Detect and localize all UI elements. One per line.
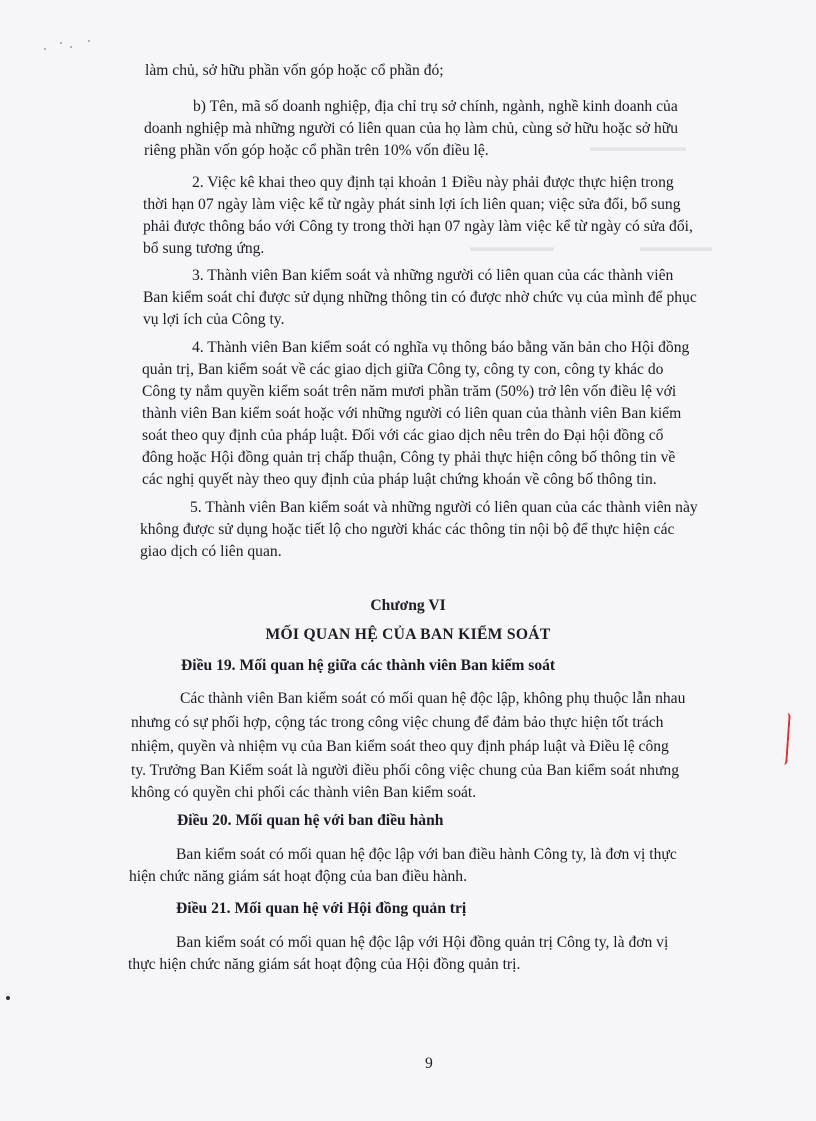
paragraph-line: 3. Thành viên Ban kiểm soát và những người có liên quan của các thành viên [192, 267, 674, 284]
scan-speck [70, 46, 72, 48]
article-heading: Điều 21. Mối quan hệ với Hội đồng quản trị [176, 900, 467, 917]
paragraph-line: làm chủ, sở hữu phần vốn góp hoặc cổ phần đó; [145, 62, 444, 79]
bleed-through-mark: ▬▬▬▬▬▬▬▬ [590, 140, 686, 154]
paragraph-line: Các thành viên Ban kiểm soát có mối quan hệ độc lập, không phụ thuộc lẫn nhau [180, 690, 686, 707]
scan-dot [6, 996, 10, 1000]
paragraph-line: 4. Thành viên Ban kiểm soát có nghĩa vụ thông báo bằng văn bản cho Hội đồng [192, 339, 690, 356]
paragraph-line: soát theo quy định của pháp luật. Đối với các giao dịch nêu trên do Đại hội đồng cổ [142, 427, 664, 444]
paragraph-line: nhiệm, quyền và nhiệm vụ của Ban kiểm soát theo quy định pháp luật và Điều lệ công [131, 738, 669, 755]
chapter-title: MỐI QUAN HỆ CỦA BAN KIỂM SOÁT [265, 626, 551, 643]
paragraph-line: đông hoặc Hội đồng quản trị chấp thuận, Công ty phải thực hiện công bố thông tin về [142, 449, 676, 466]
paragraph-line: 2. Việc kê khai theo quy định tại khoản 1 Điều này phải được thực hiện trong [192, 174, 674, 191]
paragraph-line: b) Tên, mã số doanh nghiệp, địa chỉ trụ sở chính, ngành, nghề kinh doanh của [193, 98, 678, 115]
paragraph-line: ty. Trưởng Ban Kiểm soát là người điều phối công việc chung của Ban kiểm soát nhưng [131, 762, 679, 779]
pen-mark [783, 713, 791, 765]
paragraph-line: Ban kiểm soát chỉ được sử dụng những thông tin có được nhờ chức vụ của mình để phục [143, 289, 697, 306]
article-heading: Điều 20. Mối quan hệ với ban điều hành [177, 812, 444, 829]
paragraph-line: vụ lợi ích của Công ty. [143, 311, 285, 328]
paragraph-line: hiện chức năng giám sát hoạt động của ban điều hành. [129, 868, 467, 885]
paragraph-line: riêng phần vốn góp hoặc cổ phần trên 10% vốn điều lệ. [144, 142, 489, 159]
scan-speck [88, 40, 90, 42]
article-heading: Điều 19. Mối quan hệ giữa các thành viên Ban kiểm soát [181, 657, 556, 674]
bleed-through-mark: ▬▬▬▬▬▬▬ [470, 240, 554, 254]
paragraph-line: không được sử dụng hoặc tiết lộ cho người khác các thông tin nội bộ để thực hiện các [140, 521, 675, 538]
paragraph-line: thành viên Ban kiểm soát hoặc với những người có liên quan của thành viên Ban kiểm [142, 405, 682, 422]
paragraph-line: Ban kiểm soát có mối quan hệ độc lập với ban điều hành Công ty, là đơn vị thực [176, 846, 677, 863]
paragraph-line: bổ sung tương ứng. [143, 240, 265, 257]
paragraph-line: thời hạn 07 ngày làm việc kể từ ngày phát sinh lợi ích liên quan; việc sửa đổi, bổ sung [143, 196, 681, 213]
paragraph-line: Ban kiểm soát có mối quan hệ độc lập với Hội đồng quản trị Công ty, là đơn vị [176, 934, 669, 951]
paragraph-line: nhưng có sự phối hợp, cộng tác trong công việc chung để đảm bảo thực hiện tốt trách [131, 714, 664, 731]
paragraph-line: thực hiện chức năng giám sát hoạt động của Hội đồng quản trị. [128, 956, 521, 973]
chapter-label: Chương VI [370, 597, 446, 614]
scan-speck [60, 42, 62, 44]
bleed-through-mark: ▬▬▬▬▬▬ [640, 240, 712, 254]
paragraph-line: không có quyền chi phối các thành viên Ban kiểm soát. [131, 784, 477, 801]
paragraph-line: quản trị, Ban kiểm soát về các giao dịch giữa Công ty, công ty con, công ty khác do [142, 361, 664, 378]
paragraph-line: giao dịch có liên quan. [140, 543, 282, 560]
paragraph-line: doanh nghiệp mà những người có liên quan của họ làm chủ, cùng sở hữu hoặc sở hữu [144, 120, 679, 137]
paragraph-line: Công ty nắm quyền kiểm soát trên năm mươi phần trăm (50%) trở lên vốn điều lệ với [142, 383, 677, 400]
scan-speck [44, 48, 46, 50]
paragraph-line: phải được thông báo với Công ty trong thời hạn 07 ngày làm việc kể từ ngày có sửa đổi, [143, 218, 693, 235]
paragraph-line: các nghị quyết này theo quy định của pháp luật chứng khoán về công bố thông tin. [142, 471, 657, 488]
paragraph-line: 5. Thành viên Ban kiểm soát và những người có liên quan của các thành viên này [190, 499, 698, 516]
page-number: 9 [425, 1055, 433, 1072]
